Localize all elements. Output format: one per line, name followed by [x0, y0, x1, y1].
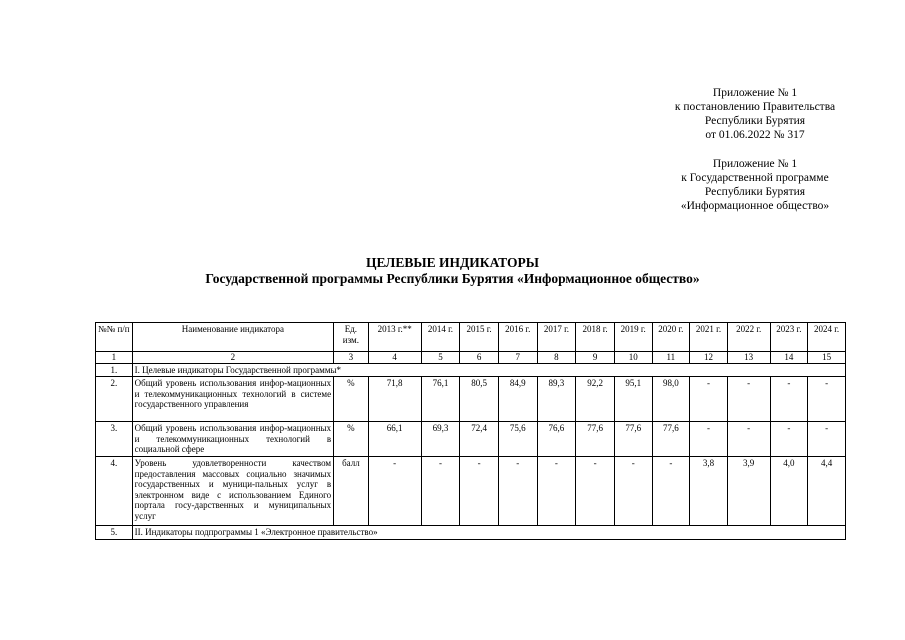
value-cell: 72,4	[460, 422, 499, 457]
appendix-line: к Государственной программе	[681, 172, 829, 184]
value-cell: 77,6	[614, 422, 652, 457]
appendix-header-decree	[640, 86, 870, 142]
header-cell: 2018 г.	[576, 323, 615, 352]
row-number: 2.	[96, 377, 133, 422]
document-title: ЦЕЛЕВЫЕ ИНДИКАТОРЫ	[365, 255, 539, 270]
value-cell: 89,3	[537, 377, 576, 422]
header-cell: 2017 г.	[537, 323, 576, 352]
value-cell: 76,1	[421, 377, 460, 422]
indicator-name: Общий уровень использования инфор-мационных и телекоммуникационных технологий в социальной сфере	[132, 422, 333, 457]
value-cell: 66,1	[368, 422, 421, 457]
value-cell: -	[652, 457, 690, 526]
value-cell: 69,3	[421, 422, 460, 457]
appendix-line: к постановлению Правительства	[674, 101, 836, 113]
row-number: 3.	[96, 422, 133, 457]
header-cell: 2023 г.	[770, 323, 808, 352]
column-number: 4	[368, 352, 421, 364]
section-row	[96, 526, 846, 540]
header-cell: 2019 г.	[614, 323, 652, 352]
value-cell: -	[421, 457, 460, 526]
appendix-line: Приложение № 1	[712, 158, 798, 170]
column-number: 12	[690, 352, 728, 364]
unit-cell: балл	[334, 457, 369, 526]
header-cell: 2021 г.	[690, 323, 728, 352]
header-cell: 2024 г.	[808, 323, 846, 352]
column-number: 14	[770, 352, 808, 364]
table-row	[96, 377, 846, 422]
column-number: 5	[421, 352, 460, 364]
value-cell: -	[690, 377, 728, 422]
value-cell: -	[537, 457, 576, 526]
value-cell: 92,2	[576, 377, 615, 422]
header-cell: 2016 г.	[498, 323, 537, 352]
value-cell: 84,9	[498, 377, 537, 422]
section-title: II. Индикаторы подпрограммы 1 «Электронное правительство»	[132, 526, 845, 540]
value-cell: -	[727, 422, 770, 457]
table-header-row	[96, 323, 846, 352]
column-number: 6	[460, 352, 499, 364]
value-cell: 3,9	[727, 457, 770, 526]
column-number: 8	[537, 352, 576, 364]
row-number: 4.	[96, 457, 133, 526]
header-cell: Наименование индикатора	[132, 323, 333, 352]
unit-cell: %	[334, 377, 369, 422]
value-cell: -	[727, 377, 770, 422]
value-cell: 75,6	[498, 422, 537, 457]
header-cell: 2015 г.	[460, 323, 499, 352]
appendix-header-program	[640, 157, 870, 213]
value-cell: 4,0	[770, 457, 808, 526]
header-cell: 2014 г.	[421, 323, 460, 352]
row-number: 5.	[96, 526, 133, 540]
table-row	[96, 457, 846, 526]
column-number: 3	[334, 352, 369, 364]
value-cell: -	[808, 377, 846, 422]
header-cell: №№ п/п	[96, 323, 133, 352]
appendix-line: от 01.06.2022 № 317	[705, 129, 805, 141]
value-cell: -	[770, 422, 808, 457]
value-cell: -	[498, 457, 537, 526]
header-cell: 2022 г.	[727, 323, 770, 352]
value-cell: 4,4	[808, 457, 846, 526]
column-number: 13	[727, 352, 770, 364]
header-cell: 2020 г.	[652, 323, 690, 352]
column-number: 11	[652, 352, 690, 364]
section-title: I. Целевые индикаторы Государственной программы*	[132, 363, 845, 377]
indicators-table	[95, 322, 846, 540]
value-cell: -	[576, 457, 615, 526]
value-cell: 95,1	[614, 377, 652, 422]
column-number: 15	[808, 352, 846, 364]
indicator-name: Уровень удовлетворенности качеством предоставления массовых социально значимых государственных и муници-пальных услуг в электронном виде с использованием Единого портала госу-дарственных и муниципальных услуг	[132, 457, 333, 526]
column-number: 9	[576, 352, 615, 364]
value-cell: 76,6	[537, 422, 576, 457]
value-cell: -	[808, 422, 846, 457]
appendix-line: Республики Бурятия	[704, 186, 806, 198]
unit-cell: %	[334, 422, 369, 457]
column-number: 1	[96, 352, 133, 364]
appendix-line: Республики Бурятия	[704, 115, 806, 127]
value-cell: 3,8	[690, 457, 728, 526]
value-cell: -	[368, 457, 421, 526]
value-cell: -	[460, 457, 499, 526]
header-cell: 2013 г.**	[368, 323, 421, 352]
appendix-line: «Информационное общество»	[680, 200, 830, 212]
row-number: 1.	[96, 363, 133, 377]
value-cell: 98,0	[652, 377, 690, 422]
column-number: 10	[614, 352, 652, 364]
value-cell: 71,8	[368, 377, 421, 422]
section-row	[96, 363, 846, 377]
column-number-row	[96, 352, 846, 364]
value-cell: -	[770, 377, 808, 422]
indicator-name: Общий уровень использования инфор-мационных и телекоммуникационных технологий в системе государственного управления	[132, 377, 333, 422]
header-cell: Ед. изм.	[334, 323, 369, 352]
appendix-line: Приложение № 1	[712, 87, 798, 99]
value-cell: -	[690, 422, 728, 457]
table-row	[96, 422, 846, 457]
value-cell: 77,6	[576, 422, 615, 457]
value-cell: 80,5	[460, 377, 499, 422]
value-cell: -	[614, 457, 652, 526]
column-number: 7	[498, 352, 537, 364]
column-number: 2	[132, 352, 333, 364]
value-cell: 77,6	[652, 422, 690, 457]
document-subtitle: Государственной программы Республики Бурятия «Информационное общество»	[205, 271, 700, 286]
